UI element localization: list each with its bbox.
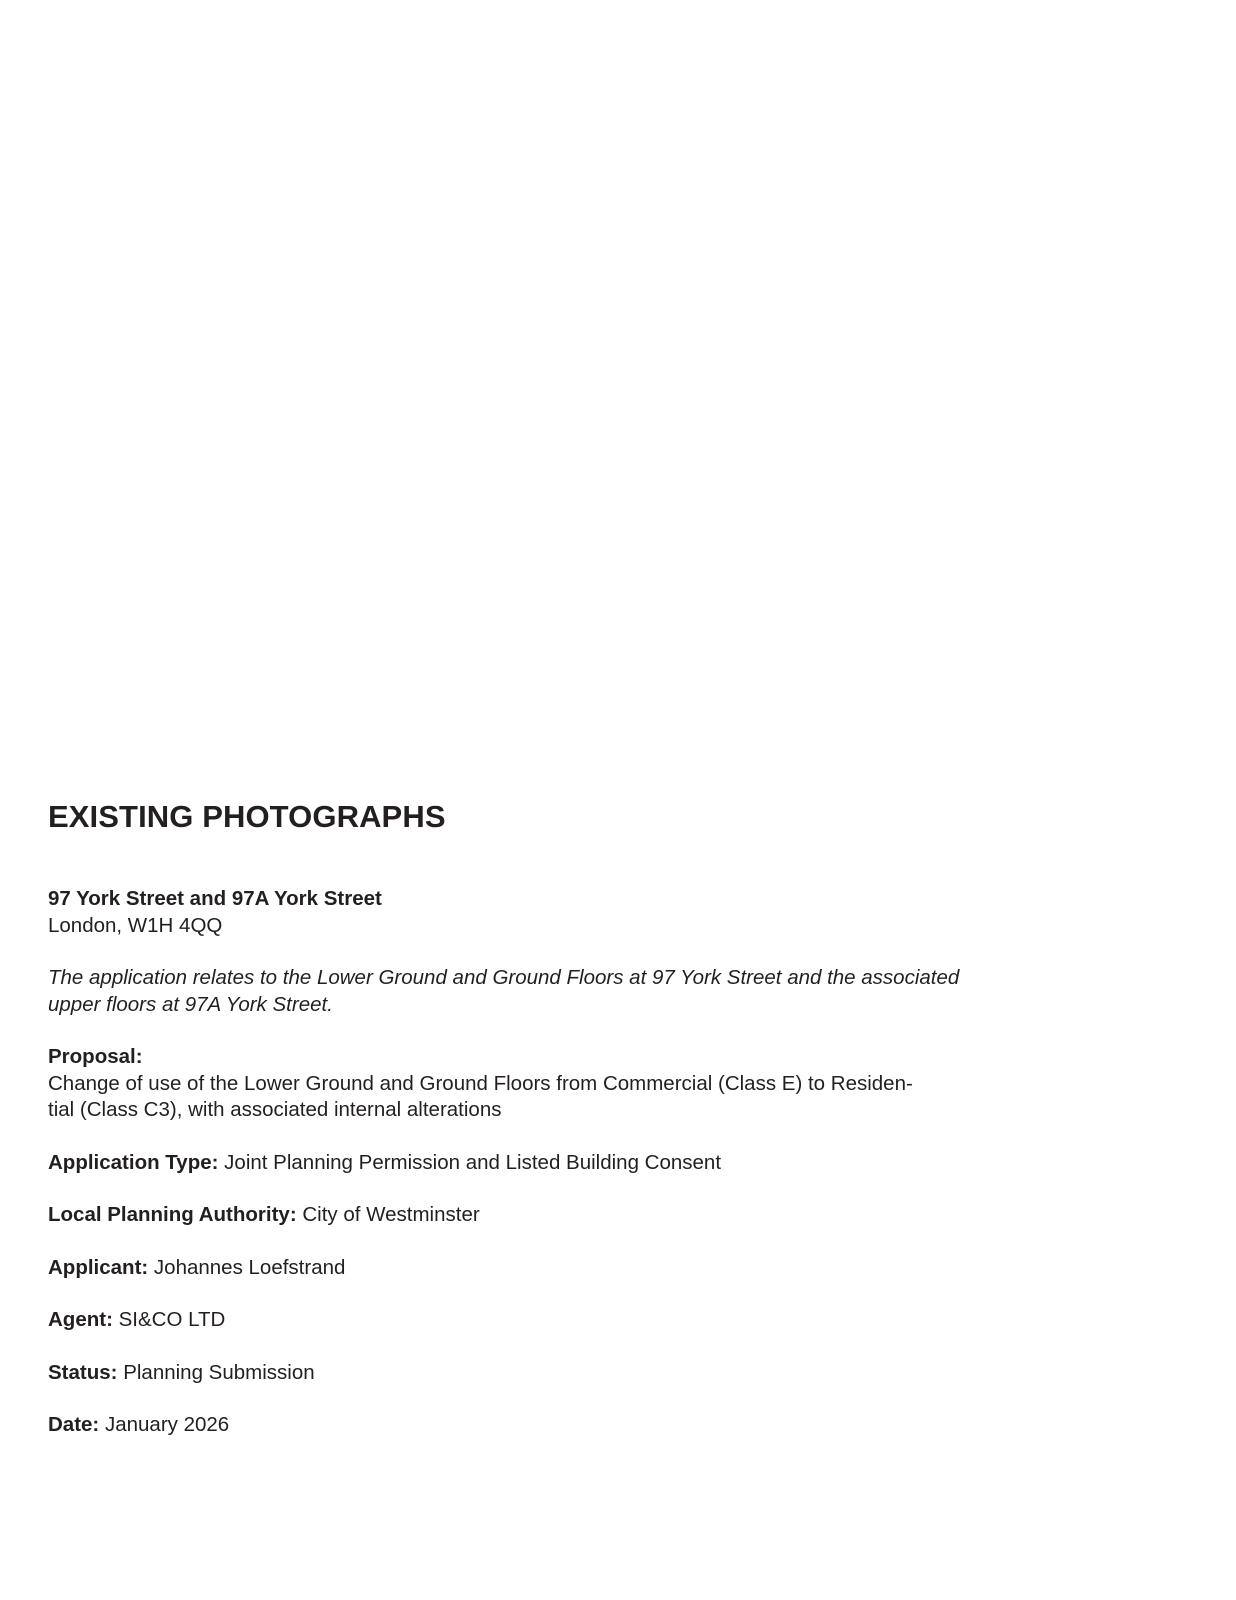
- field-agent: [48, 1307, 988, 1334]
- field-value: Joint Planning Permission and Listed Building Consent: [224, 1150, 722, 1174]
- address-line-2: London, W1H 4QQ: [48, 913, 223, 937]
- application-description: The application relates to the Lower Ground and Ground Floors at 97 York Street and the associated upper floors at 97A York Street.: [48, 966, 960, 1016]
- proposal-label: Proposal:: [48, 1045, 143, 1068]
- field-label: Applicant:: [48, 1255, 149, 1279]
- field-status: [48, 1360, 988, 1387]
- field-label: Local Planning Authority:: [48, 1203, 297, 1226]
- field-value: City of Westminster: [302, 1203, 480, 1226]
- field-date: [48, 1412, 988, 1439]
- proposal-text-line-1: Change of use of the Lower Ground and Ground Floors from Commercial (Class E) to Residen-: [48, 1071, 913, 1095]
- field-value: January 2026: [104, 1413, 230, 1436]
- field-value: Johannes Loefstrand: [153, 1255, 346, 1279]
- field-application-type: [48, 1150, 988, 1177]
- document-page: [48, 798, 988, 1439]
- site-address: [48, 886, 988, 939]
- field-label: Application Type:: [48, 1150, 219, 1174]
- field-label: Date:: [48, 1413, 100, 1436]
- proposal-section: [48, 1044, 988, 1124]
- page-title: EXISTING PHOTOGRAPHS: [48, 799, 446, 834]
- field-label: Agent:: [48, 1308, 113, 1331]
- address-line-1: 97 York Street and 97A York Street: [48, 887, 382, 910]
- field-local-planning-authority: [48, 1202, 988, 1229]
- field-label: Status:: [48, 1360, 118, 1384]
- field-applicant: [48, 1255, 988, 1282]
- field-value: Planning Submission: [123, 1360, 315, 1384]
- proposal-text-line-2: tial (Class C3), with associated internal alterations: [48, 1098, 502, 1121]
- field-value: SI&CO LTD: [118, 1308, 226, 1331]
